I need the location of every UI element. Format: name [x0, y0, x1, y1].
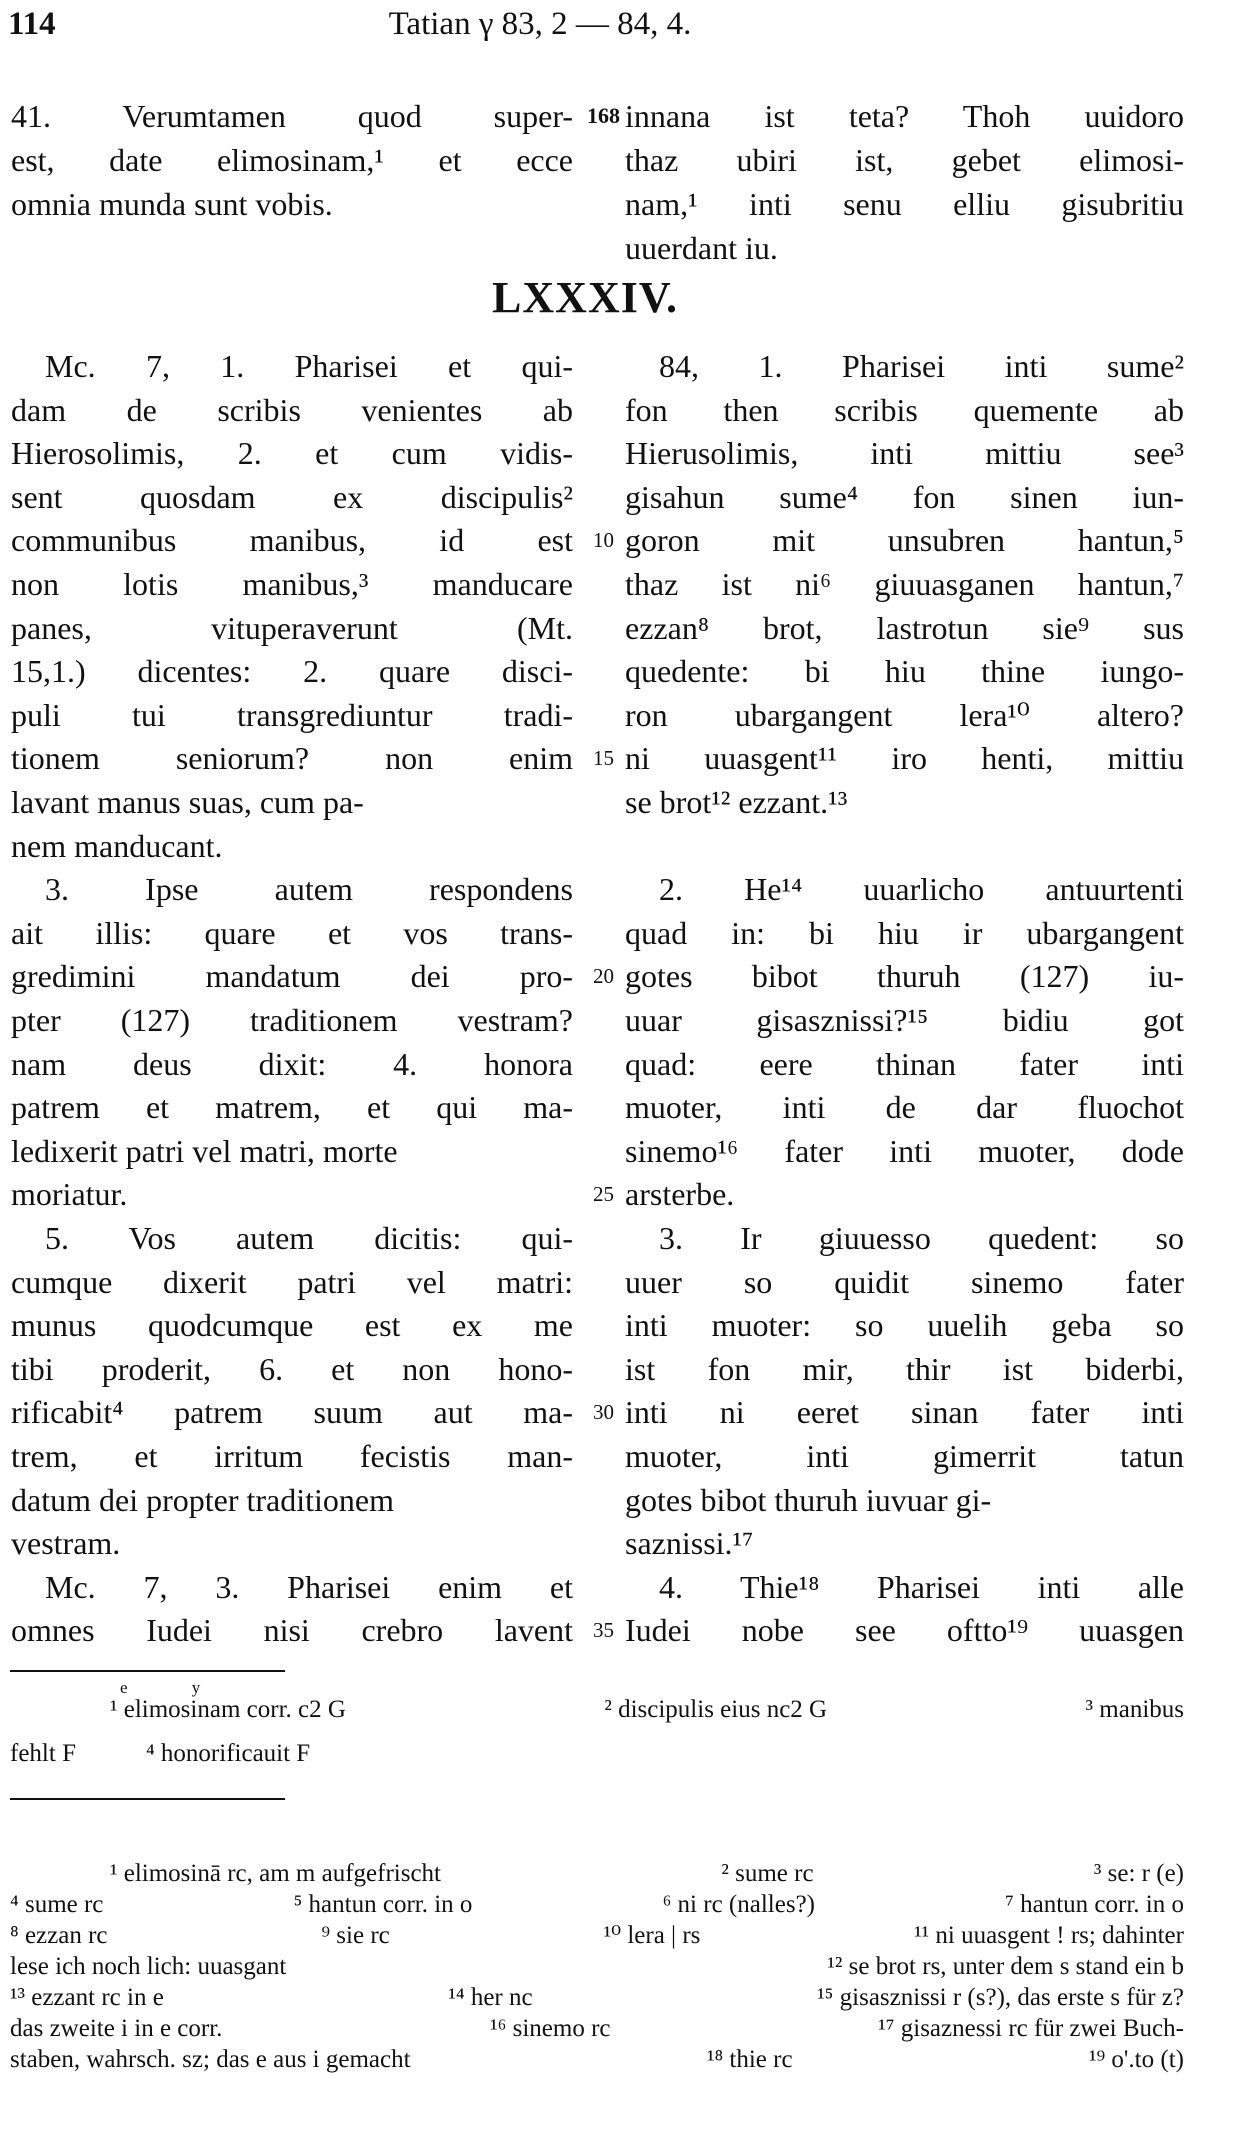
footnote: ¹ elimosinam corr. c2 G — [110, 1696, 346, 1723]
latin-line: Mc. 7, 1. Pharisei et qui- — [45, 348, 573, 384]
ohg-line: uuer so quidit sinemo fater — [625, 1263, 1184, 1300]
ohg-line: 2. He¹⁴ uuarlicho antuurtenti — [659, 871, 1184, 908]
latin-line: communibus manibus, id est — [11, 522, 573, 559]
ohg-line: Hierusolimis, inti mittiu see³ — [625, 435, 1184, 472]
latin-line: non lotis manibus,³ manducare — [11, 566, 573, 602]
footnote-line — [10, 2013, 1184, 2044]
ohg-line: saznissi.¹⁷ — [625, 1525, 754, 1562]
ohg-line: muoter, inti de dar fluochot — [625, 1089, 1184, 1126]
ohg-line: nam,¹ inti senu elliu gisubritiu — [625, 186, 1184, 222]
footnote: ⁷ hantun corr. in o — [1005, 1891, 1184, 1918]
latin-line: pter (127) traditionem vestram? — [11, 1002, 573, 1038]
footnote-line — [10, 1982, 1184, 2013]
latin-line: lavant manus suas, cum pa- — [11, 784, 364, 820]
ohg-line: quedente: bi hiu thine iungo- — [625, 653, 1184, 690]
footnote: lese ich noch lich: uuasgant — [10, 1953, 287, 1980]
footnote: ⁹ sie rc — [321, 1922, 390, 1949]
chapter-heading: LXXXIV. — [492, 273, 678, 322]
line-number: 30 — [593, 1400, 614, 1425]
latin-line: est, date elimosinam,¹ et ecce — [11, 142, 573, 178]
running-title: Tatian γ 83, 2 — 84, 4. — [388, 6, 692, 42]
latin-line: ait illis: quare et vos trans- — [11, 914, 573, 951]
latin-line: dam de scribis venientes ab — [11, 391, 573, 428]
footnote: fehlt F — [10, 1740, 76, 1767]
footnote: ¹⁷ gisaznessi rc für zwei Buch- — [878, 2015, 1184, 2042]
latin-line: 41. Verumtamen quod super- — [11, 98, 573, 134]
footnote-rule — [10, 1670, 285, 1672]
ohg-line: fon then scribis quemente ab — [625, 391, 1184, 428]
latin-line: panes, vituperaverunt (Mt. — [11, 609, 573, 646]
latin-line: 3. Ipse autem respondens — [45, 871, 573, 908]
footnote-line — [10, 1858, 1184, 1889]
ohg-line: gisahun sume⁴ fon sinen iun- — [625, 478, 1184, 515]
ohg-line: inti muoter: so uuelih geba so — [625, 1307, 1184, 1344]
ohg-line: ezzan⁸ brot, lastrotun sie⁹ sus — [625, 609, 1184, 646]
latin-line: datum dei propter traditionem — [11, 1481, 394, 1518]
latin-line: vestram. — [11, 1525, 121, 1562]
ohg-line: 3. Ir giuuesso quedent: so — [659, 1220, 1184, 1256]
latin-line: omnes Iudei nisi crebro lavent — [11, 1612, 573, 1649]
footnote: ² discipulis eius nc2 G — [604, 1696, 828, 1723]
line-number: 35 — [593, 1618, 614, 1643]
footnote: ¹¹ ni uuasgent ! rs; dahinter — [914, 1922, 1184, 1949]
ohg-line: uuar gisasznissi?¹⁵ bidiu got — [625, 1002, 1184, 1038]
latin-line: tibi proderit, 6. et non hono- — [11, 1350, 573, 1387]
ohg-line: quad: eere thinan fater inti — [625, 1045, 1184, 1082]
footnote-rule — [10, 1798, 285, 1800]
footnote-line — [10, 1920, 1184, 1951]
latin-line: munus quodcumque est ex me — [11, 1307, 573, 1344]
footnote: ¹⁹ o'.to (t) — [1088, 2046, 1184, 2073]
ohg-line: muoter, inti gimerrit tatun — [625, 1438, 1184, 1474]
latin-line: Mc. 7, 3. Pharisei enim et — [45, 1568, 573, 1605]
footnote: ⁶ ni rc (nalles?) — [662, 1891, 815, 1918]
latin-line: Hierosolimis, 2. et cum vidis- — [11, 435, 573, 472]
ohg-line: sinemo¹⁶ fater inti muoter, dode — [625, 1132, 1184, 1169]
latin-line: patrem et matrem, et qui ma- — [11, 1089, 573, 1126]
footnote-line — [10, 1694, 1184, 1725]
latin-line: nam deus dixit: 4. honora — [11, 1045, 573, 1082]
latin-line: omnia munda sunt vobis. — [11, 186, 333, 222]
footnote-line — [10, 1889, 1184, 1920]
footnote: ¹³ ezzant rc in e — [10, 1984, 164, 2011]
footnote: ² sume rc — [721, 1860, 814, 1887]
line-number: 15 — [593, 746, 614, 771]
latin-line: tionem seniorum? non enim — [11, 740, 573, 777]
ohg-line: inti ni eeret sinan fater inti — [625, 1394, 1184, 1431]
footnote: ⁸ ezzan rc — [10, 1922, 108, 1949]
latin-line: sent quosdam ex discipulis² — [11, 478, 573, 515]
footnote: ⁴ honorificauit F — [145, 1740, 311, 1767]
line-number: 25 — [593, 1182, 614, 1207]
latin-line: moriatur. — [11, 1176, 128, 1213]
ohg-line: gotes bibot thuruh iuvuar gi- — [625, 1481, 992, 1518]
footnote: ¹⁸ thie rc — [706, 2046, 793, 2073]
footnote-line — [10, 1738, 1184, 1769]
footnote: ⁴ sume rc — [10, 1891, 104, 1918]
footnote: staben, wahrsch. sz; das e aus i gemacht — [10, 2046, 411, 2073]
overwritten-letters: e y — [120, 1678, 231, 1697]
ohg-line: ron ubargangent lera¹⁰ altero? — [625, 696, 1184, 733]
ohg-line: thaz ist ni⁶ giuuasganen hantun,⁷ — [625, 566, 1184, 602]
latin-line: rificabit⁴ patrem suum aut ma- — [11, 1394, 573, 1431]
ohg-line: quad in: bi hiu ir ubargangent — [625, 914, 1184, 951]
footnote: ¹⁵ gisasznissi r (s?), das erste s für z? — [817, 1984, 1184, 2011]
footnote-line — [10, 2044, 1184, 2075]
footnote: ¹⁶ sinemo rc — [490, 2015, 611, 2042]
ohg-line: se brot¹² ezzant.¹³ — [625, 784, 848, 820]
ohg-line: ist fon mir, thir ist biderbi, — [625, 1350, 1184, 1387]
footnote: ¹² se brot rs, unter dem s stand ein b — [827, 1953, 1184, 1980]
latin-line: nem manducant. — [11, 827, 223, 864]
ohg-line: ni uuasgent¹¹ iro henti, mittiu — [625, 740, 1184, 777]
latin-line: puli tui transgrediuntur tradi- — [11, 696, 573, 733]
ohg-line: arsterbe. — [625, 1176, 735, 1213]
page-reference: 168 — [587, 103, 620, 128]
latin-line: 15,1.) dicentes: 2. quare disci- — [11, 653, 573, 690]
page-number: 114 — [8, 6, 56, 42]
latin-line: ledixerit patri vel matri, morte — [11, 1132, 398, 1169]
footnote-line — [10, 1951, 1184, 1982]
latin-line: gredimini mandatum dei pro- — [11, 958, 573, 995]
ohg-line: 84, 1. Pharisei inti sume² — [659, 348, 1184, 384]
footnote: ⁵ hantun corr. in o — [293, 1891, 473, 1918]
footnote: ³ se: r (e) — [1093, 1860, 1184, 1887]
latin-line: trem, et irritum fecistis man- — [11, 1438, 573, 1474]
ohg-line: thaz ubiri ist, gebet elimosi- — [625, 142, 1184, 178]
ohg-line: innana ist teta? Thoh uuidoro — [625, 98, 1184, 134]
latin-line: cumque dixerit patri vel matri: — [11, 1263, 573, 1300]
footnote: das zweite i in e corr. — [10, 2015, 223, 2042]
latin-line: 5. Vos autem dicitis: qui- — [45, 1220, 573, 1256]
footnote: ¹⁴ her nc — [448, 1984, 533, 2011]
line-number: 10 — [593, 528, 614, 553]
footnote: ¹ elimosinā rc, am m aufgefrischt — [110, 1860, 441, 1887]
ohg-line: gotes bibot thuruh (127) iu- — [625, 958, 1184, 995]
line-number: 20 — [593, 964, 614, 989]
footnote: ¹⁰ lera | rs — [603, 1922, 701, 1949]
ohg-line: goron mit unsubren hantun,⁵ — [625, 522, 1184, 559]
ohg-line: uuerdant iu. — [625, 230, 778, 266]
ohg-line: Iudei nobe see oftto¹⁹ uuasgen — [625, 1612, 1184, 1649]
ohg-line: 4. Thie¹⁸ Pharisei inti alle — [659, 1568, 1184, 1605]
footnote: ³ manibus — [1085, 1696, 1184, 1723]
